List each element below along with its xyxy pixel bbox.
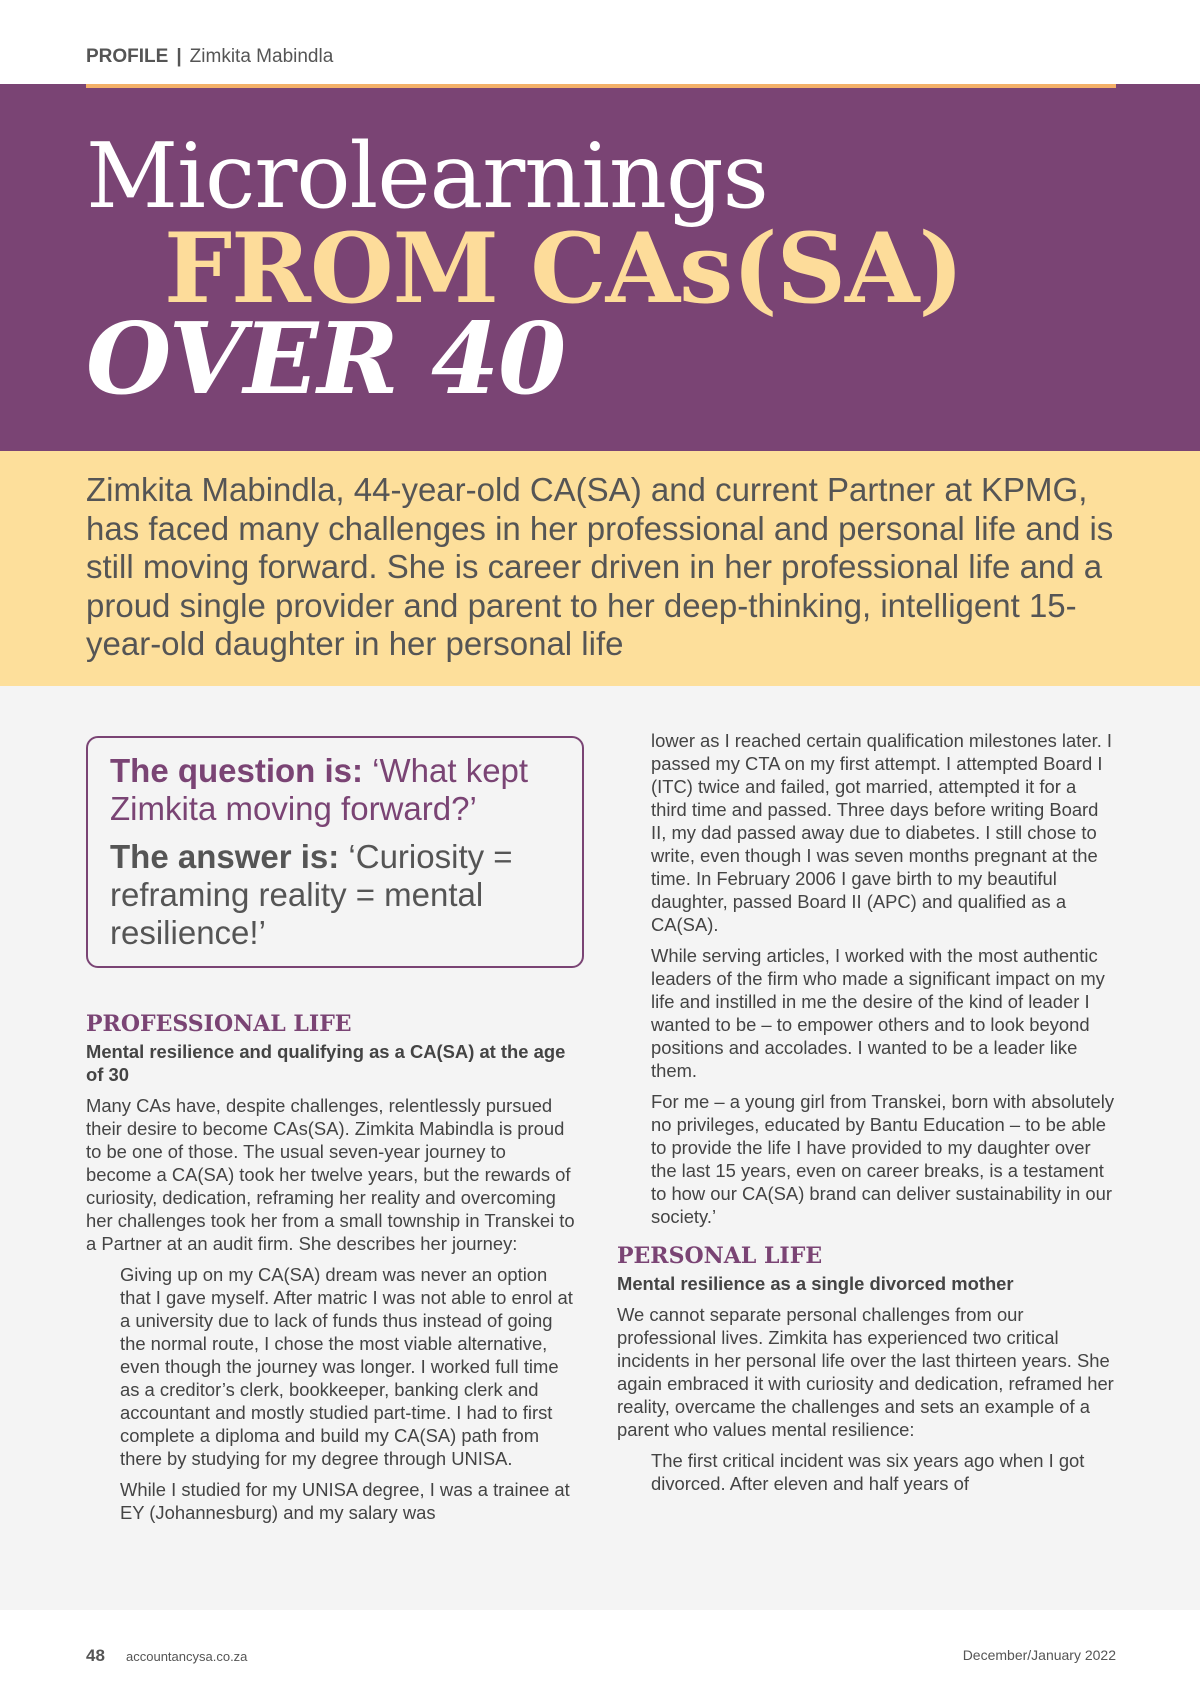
professional-paragraph: Many CAs have, despite challenges, relentlessly pursued their desire to become CAs(SA). Zimkita Mabindla is proud to be one of those. The usual seven-year journey to become a CA(SA) took her twelve years, but the rewards of curiosity, dedication, reframing her reality and overcoming her challenges took her from a small township in Transkei to a Partner at an audit firm. She describes her journey: [86,1095,575,1254]
personal-heading: PERSONAL LIFE [617,1243,823,1269]
intro-text: Zimkita Mabindla, 44-year-old CA(SA) and current Partner at KPMG, has faced many challenges in her professional and personal life and is still moving forward. She is career driven in her professional life and a proud single provider and parent to her deep-thinking, intelligent 15-year-old daughter in her personal life [86,471,1114,662]
issue-date: December/January 2022 [962,1647,1116,1663]
professional-subheading: Mental resilience and qualifying as a CA(SA) at the age of 30 [86,1041,566,1085]
quote-paragraph-2: While I studied for my UNISA degree, I was a trainee at EY (Johannesburg) and my salary was [120,1479,570,1523]
intro-band [0,451,1200,686]
title-banner [0,84,1200,451]
title-line-2: FROM CAs(SA) [164,212,963,325]
quote-paragraph-1: Giving up on my CA(SA) dream was never an option that I gave myself. After matric I was not able to enrol at a university due to lack of funds thus instead of going the normal route, I chose the most viable alternative, even though the journey was longer. I worked full time as a creditor’s clerk, bookkeeper, banking clerk and accountant and mostly studied part-time. I had to first complete a diploma and build my CA(SA) path from there by studying for my degree through UNISA. [120,1264,573,1469]
profile-name: Zimkita Mabindla [189,46,334,67]
left-column [86,1010,576,1532]
quote-paragraph-2-continued: lower as I reached certain qualification milestones later. I passed my CTA on my first attempt. I attempted Board I (ITC) twice and failed, got married, attempted it for a third time and passed. Three days before writing Board II, my dad passed away due to diabetes. I still chose to write, even though I was seven months pregnant at the time. In February 2006 I gave birth to my beautiful daughter, passed Board II (APC) and qualified as a CA(SA). [651,730,1113,935]
website-link[interactable]: accountancysa.co.za [126,1649,248,1664]
callout-box [86,736,584,968]
right-column [617,729,1117,1503]
title-line-3: OVER 40 [86,302,566,417]
section-separator: | [176,46,182,67]
section-tag [86,46,333,68]
title-line-1: Microlearnings [86,124,768,229]
answer-label: The answer is: [110,838,340,875]
callout-answer [110,838,560,952]
answer-text: ‘Curiosity = reframing reality = mental resilience!’ [110,838,513,951]
title-rule [86,84,1116,88]
quote-paragraph-4: For me – a young girl from Transkei, born with absolutely no privileges, educated by Bantu Education – to be able to provide the life I have provided to my daughter over the last 15 years, even on career breaks, is a testament to how our CA(SA) brand can deliver sustainability in our society.’ [651,1091,1115,1227]
callout-question [110,752,560,828]
page-footer [0,1610,1200,1696]
personal-subheading: Mental resilience as a single divorced mother [617,1273,1014,1294]
section-label: PROFILE [86,46,169,67]
top-bar [0,0,1200,84]
personal-quote-1: The first critical incident was six years ago when I got divorced. After eleven and half years of [651,1450,1085,1494]
question-label: The question is: [110,752,364,789]
page-number: 48 [86,1646,105,1665]
professional-heading: PROFESSIONAL LIFE [86,1011,352,1037]
quote-paragraph-3: While serving articles, I worked with the most authentic leaders of the firm who made a significant impact on my life and instilled in me the desire of the kind of leader I wanted to be – to empower others and to look beyond positions and accolades. I wanted to be a leader like them. [651,945,1105,1081]
question-text: ‘What kept Zimkita moving forward?’ [110,752,529,827]
personal-paragraph: We cannot separate personal challenges from our professional lives. Zimkita has experienced two critical incidents in her personal life over the last thirteen years. She again embraced it with curiosity and dedication, reframed her reality, overcame the challenges and sets an example of a parent who values mental resilience: [617,1304,1114,1440]
